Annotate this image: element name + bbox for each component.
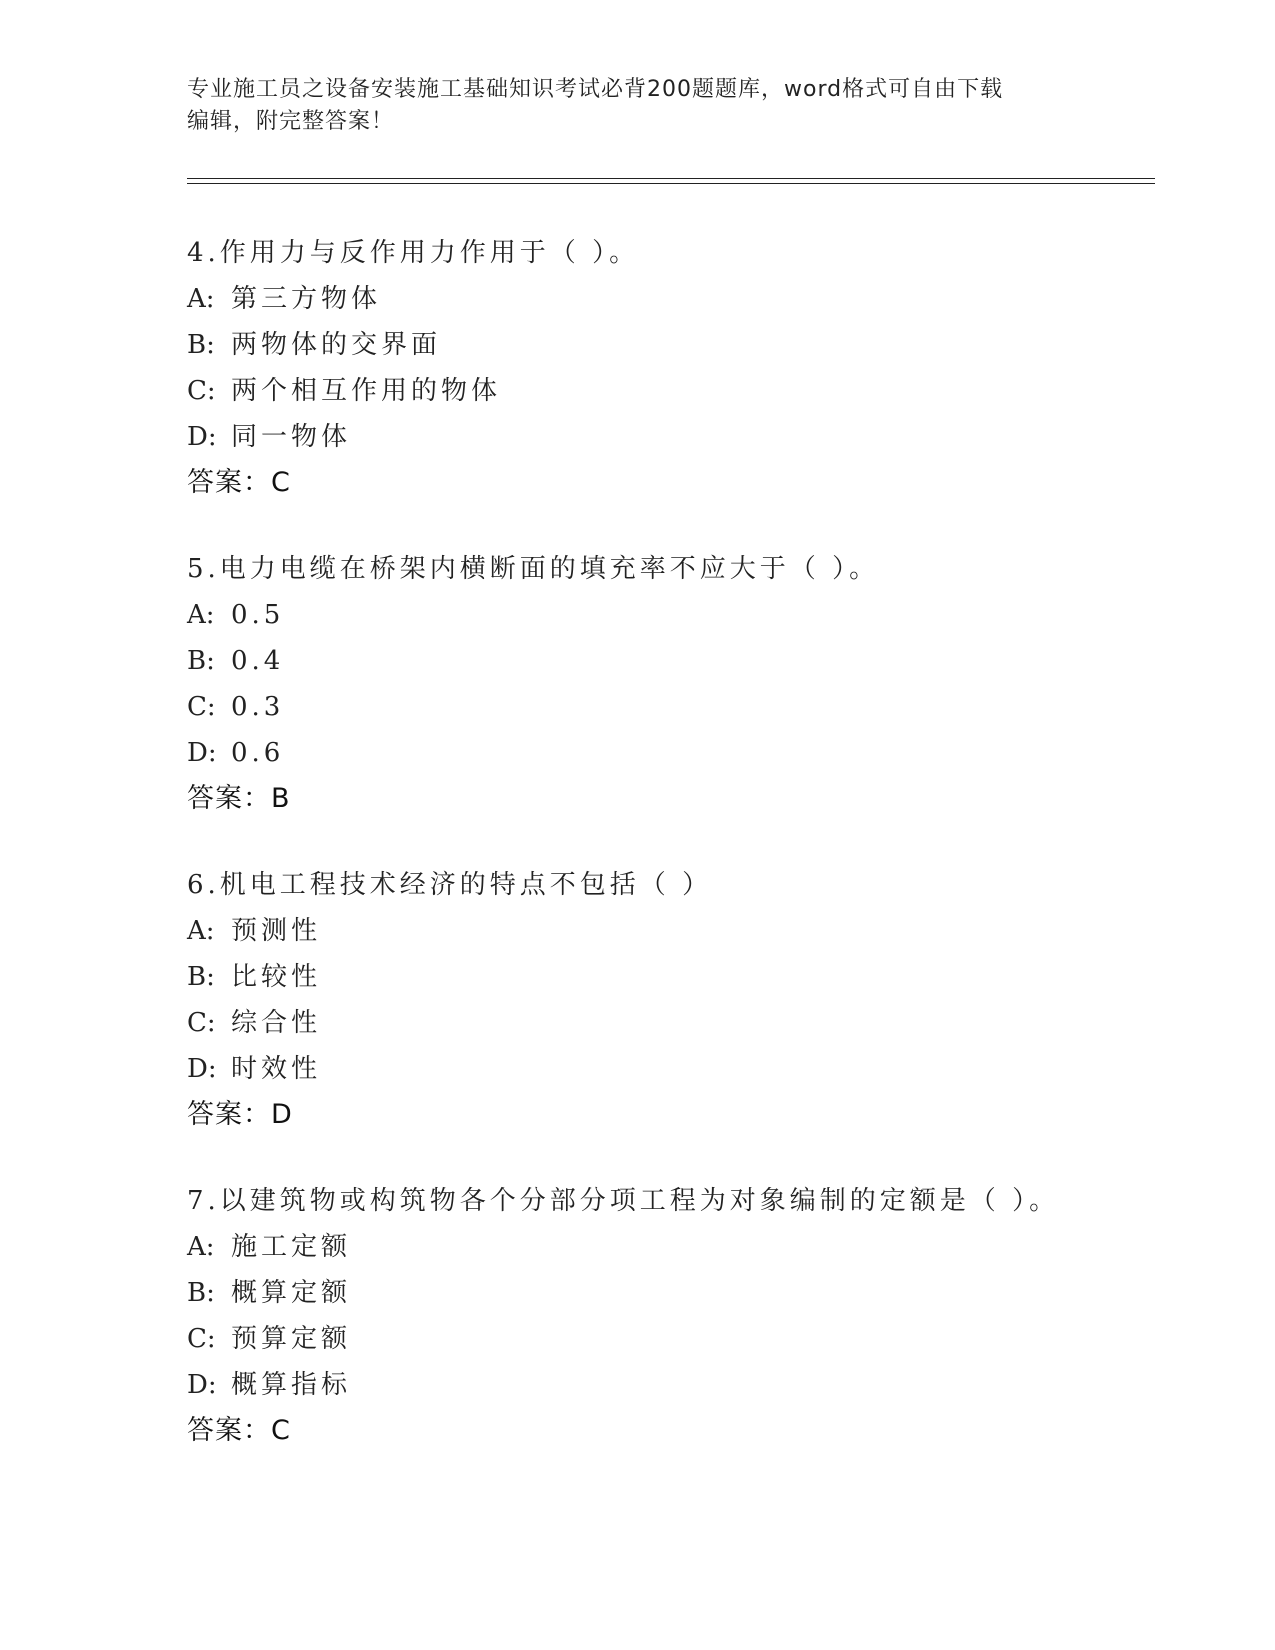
option-text: 比较性 bbox=[231, 962, 322, 992]
question-stem: 5.电力电缆在桥架内横断面的填充率不应大于（ ）。 bbox=[187, 554, 880, 584]
option-key: D: bbox=[187, 422, 217, 452]
option-d bbox=[187, 730, 1147, 776]
option-text: 0.3 bbox=[231, 692, 285, 722]
option-text: 0.6 bbox=[231, 738, 285, 768]
option-text: 施工定额 bbox=[231, 1232, 352, 1262]
option-key: C: bbox=[187, 692, 216, 722]
option-key: A: bbox=[187, 600, 215, 630]
question-5 bbox=[187, 546, 1147, 822]
option-key: D: bbox=[187, 738, 217, 768]
option-b bbox=[187, 954, 1147, 1000]
option-b bbox=[187, 1270, 1147, 1316]
option-text: 第三方物体 bbox=[231, 284, 382, 314]
option-key: C: bbox=[187, 1324, 216, 1354]
option-key: C: bbox=[187, 376, 216, 406]
option-a bbox=[187, 276, 1147, 322]
header-divider-bottom bbox=[187, 183, 1155, 184]
header-line-1: 专业施工员之设备安装施工基础知识考试必背200题题库，word格式可自由下载 bbox=[187, 77, 1004, 102]
option-key: B: bbox=[187, 962, 215, 992]
option-text: 两物体的交界面 bbox=[231, 330, 442, 360]
option-text: 概算指标 bbox=[231, 1370, 352, 1400]
option-text: 综合性 bbox=[231, 1008, 322, 1038]
option-text: 0.4 bbox=[231, 646, 285, 676]
option-d bbox=[187, 1362, 1147, 1408]
option-key: B: bbox=[187, 330, 215, 360]
answer-line: 答案：D bbox=[187, 1099, 293, 1130]
option-text: 预算定额 bbox=[231, 1324, 352, 1354]
option-key: B: bbox=[187, 646, 215, 676]
question-7 bbox=[187, 1178, 1147, 1454]
option-text: 概算定额 bbox=[231, 1278, 352, 1308]
option-key: A: bbox=[187, 1232, 215, 1262]
question-6 bbox=[187, 862, 1147, 1138]
option-a bbox=[187, 1224, 1147, 1270]
option-text: 0.5 bbox=[231, 600, 285, 630]
option-c bbox=[187, 1316, 1147, 1362]
option-text: 两个相互作用的物体 bbox=[231, 376, 502, 406]
option-c bbox=[187, 1000, 1147, 1046]
header-line-2: 编辑，附完整答案！ bbox=[187, 109, 395, 134]
option-a bbox=[187, 908, 1147, 954]
question-stem: 6.机电工程技术经济的特点不包括（ ） bbox=[187, 870, 713, 900]
option-key: A: bbox=[187, 916, 215, 946]
option-d bbox=[187, 1046, 1147, 1092]
answer-line: 答案：C bbox=[187, 1415, 291, 1446]
question-stem: 7.以建筑物或构筑物各个分部分项工程为对象编制的定额是（ ）。 bbox=[187, 1186, 1060, 1216]
option-b bbox=[187, 638, 1147, 684]
option-a bbox=[187, 592, 1147, 638]
option-key: D: bbox=[187, 1370, 217, 1400]
option-text: 同一物体 bbox=[231, 422, 352, 452]
question-stem: 4.作用力与反作用力作用于（ ）。 bbox=[187, 238, 640, 268]
option-c bbox=[187, 368, 1147, 414]
option-key: A: bbox=[187, 284, 215, 314]
option-text: 预测性 bbox=[231, 916, 322, 946]
option-key: C: bbox=[187, 1008, 216, 1038]
option-d bbox=[187, 414, 1147, 460]
header-divider-top bbox=[187, 178, 1155, 179]
option-key: D: bbox=[187, 1054, 217, 1084]
question-4 bbox=[187, 230, 1147, 506]
option-b bbox=[187, 322, 1147, 368]
answer-line: 答案：C bbox=[187, 467, 291, 498]
option-c bbox=[187, 684, 1147, 730]
document-header bbox=[187, 74, 1087, 138]
option-text: 时效性 bbox=[231, 1054, 322, 1084]
option-key: B: bbox=[187, 1278, 215, 1308]
answer-line: 答案：B bbox=[187, 783, 291, 814]
